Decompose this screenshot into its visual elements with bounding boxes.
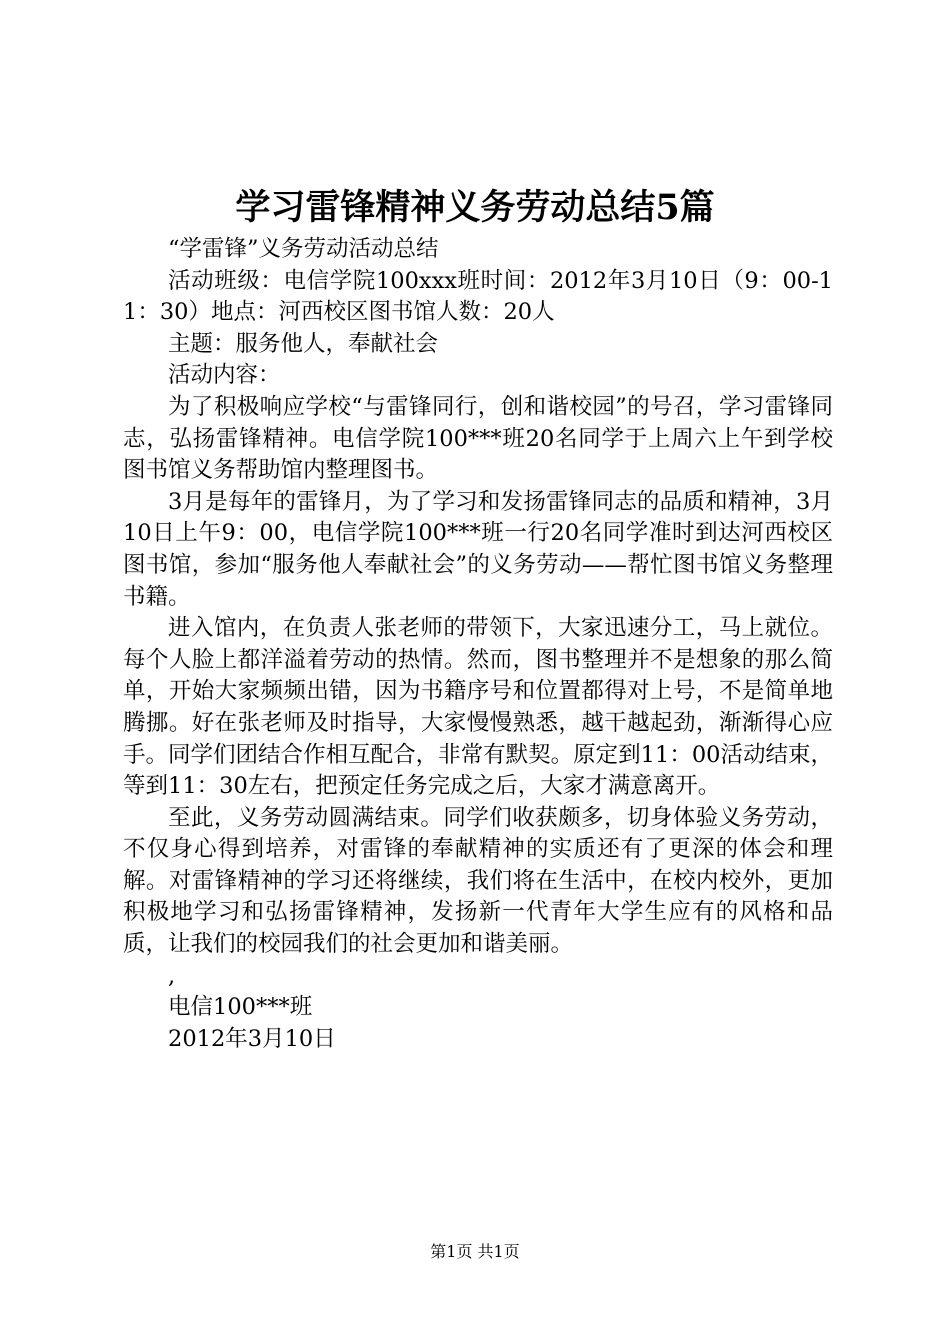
theme-paragraph: 主题：服务他人，奉献社会 [168, 330, 439, 357]
body-paragraph-4: 至此，义务劳动圆满结束。同学们收获颇多，切身体验义务劳动，不仅身心得到培养，对雷锋的奉献精神的实质还有了更深的体会和理解。对雷锋精神的学习还将继续，我们将在生活中，在校内校外，更加积极地学习和弘扬雷锋精神，发扬新一代青年大学生应有的风格和品质，让我们的校园我们的社会更加和谐美丽。 [123, 804, 833, 958]
signature-class: 电信100***班 [168, 994, 313, 1021]
body-paragraph-2: 3月是每年的雷锋月，为了学习和发扬雷锋同志的品质和精神，3月10日上午9：00，电信学院100***班一行20名同学准时到达河西校区图书馆，参加“服务他人奉献社会”的义务劳动——帮忙图书馆义务整理书籍。 [123, 488, 833, 610]
comma-line: , [168, 962, 176, 989]
document-title: 学习雷锋精神义务劳动总结5篇 [235, 187, 715, 228]
content-heading: 活动内容： [168, 362, 281, 389]
class-info-paragraph: 活动班级：电信学院100xxx班时间：2012年3月10日（9：00-11：30）地点：河西校区图书馆人数：20人 [123, 267, 833, 326]
subtitle-paragraph: “学雷锋”义务劳动活动总结 [168, 236, 439, 262]
signature-date: 2012年3月10日 [168, 1025, 336, 1052]
body-paragraph-1: 为了积极响应学校“与雷锋同行，创和谐校园”的号召，学习雷锋同志，弘扬雷锋精神。电信学院100***班20名同学于上周六上午到学校图书馆义务帮助馆内整理图书。 [123, 393, 833, 484]
body-paragraph-3: 进入馆内，在负责人张老师的带领下，大家迅速分工，马上就位。每个人脸上都洋溢着劳动的热情。然而，图书整理并不是想象的那么简单，开始大家频频出错，因为书籍序号和位置都得对上号，不是简单地腾挪。好在张老师及时指导，大家慢慢熟悉，越干越起劲，渐渐得心应手。同学们团结合作相互配合，非常有默契。原定到11：00活动结束，等到11：30左右，把预定任务完成之后，大家才满意离开。 [123, 615, 833, 800]
document-body [123, 234, 833, 1055]
page-number-footer: 第1页 共1页 [430, 1242, 520, 1261]
